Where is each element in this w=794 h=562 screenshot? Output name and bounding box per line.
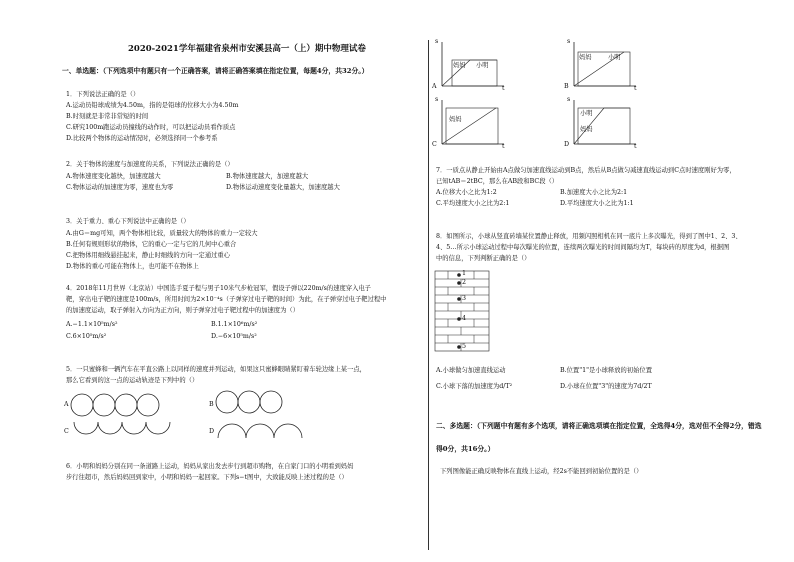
q6-graph-d-s-label: s: [567, 96, 571, 103]
q6-line-1: 6．小明和妈妈分别在同一条道路上运动，妈妈从家出发去步行到超市购物，在自家门口的小明看到妈妈: [66, 463, 354, 470]
page-title: 2020-2021学年福建省泉州市安溪县高一（上）期中物理试卷: [128, 44, 366, 54]
q6-graph-b-option: B: [564, 83, 569, 90]
q3-option-c: C.把物体用细线悬挂起来，静止时细线的方向一定通过重心: [66, 252, 231, 259]
q5-line-1: 5．一只蜜蜂和一辆汽车在平直公路上以同样的速度并列运动，如果这只蜜蜂眼睛紧盯着车轮边缘上某一点，: [66, 366, 366, 373]
q6-graph-c: [432, 96, 508, 152]
q5-trajectory-a: [70, 392, 165, 418]
q4-option-c: C.6×10⁵m/s²: [66, 333, 107, 340]
q2-option-a: A.物体速度变化越快，加速度越大: [66, 173, 161, 180]
q4-line-2: 靶，穿出电子靶的速度是100m/s，所用时间为2×10⁻⁴s（子弹穿过电子靶的时间）为此，在子弹穿过电子靶过程中: [66, 296, 387, 303]
q7-option-b: B.加速度大小之比为2:1: [560, 189, 628, 196]
q6-graph-d-kid-label: 小明: [580, 110, 593, 117]
q1-option-a: A.运动员铅球成绩为4.50m，指的是铅球的位移大小为4.50m: [66, 102, 239, 109]
q7-option-c: C.平均速度大小之比为2:1: [436, 200, 510, 207]
q6-graph-c-s-label: s: [435, 96, 439, 103]
q5-trajectory-d: [216, 420, 306, 440]
q6-graph-b: [564, 38, 640, 94]
q6-graph-a-kid-label: 小明: [476, 62, 489, 69]
q8-brick-wall-figure: [434, 270, 490, 354]
q6-line-2: 步行往超市，然后妈妈回到家中，小明和妈妈一起回家。下列s−t图中，大致能反映上述过程的是（）: [66, 474, 348, 481]
q2-option-d: D.物体运动速度变化量越大，加速度越大: [226, 184, 340, 191]
q7-line-2: 已知tAB＝2tBC，那么在AB段和BC段（）: [436, 178, 559, 185]
q6-graph-b-s-label: s: [567, 38, 571, 45]
q6-graph-a-s-label: s: [435, 38, 439, 45]
q6-graph-a-option: A: [432, 83, 437, 90]
section-multiple-choice-line-2: 得0分，共16分。）: [436, 445, 495, 453]
q1-option-b: B.时刻就是非常非常短的时间: [66, 113, 149, 120]
q3-option-a: A.由G＝mg可知，两个物体相比较，质量较大的物体的重力一定较大: [66, 230, 258, 237]
q6-graph-a: [432, 38, 508, 94]
q6-graph-b-kid-label: 小明: [608, 54, 621, 61]
q6-graph-c-option: C: [432, 141, 437, 148]
q3-stem: 3．关于重力、重心下列说法中正确的是（）: [66, 218, 190, 225]
q8-line-3: 中的信息，下列判断正确的是（）: [436, 255, 531, 262]
q5-option-b-label: B: [209, 401, 214, 408]
q5-option-a-label: A: [64, 401, 69, 408]
q8-mark-5: 5: [462, 343, 467, 350]
q2-option-c: C.物体运动的加速度为零，速度也为零: [66, 184, 174, 191]
q7-option-d: D.平均速度大小之比为1:1: [560, 200, 634, 207]
q3-option-d: D.物体的重心可能在物体上，也可能不在物体上: [66, 263, 199, 270]
q9-stem: 下列图像能正确反映物体在直线上运动，经2s不能回到初始位置的是（）: [440, 468, 643, 475]
q8-option-c: C.小球下落的加速度为d/T²: [436, 383, 513, 390]
q3-option-b: B.任何有规则形状的物体，它的重心一定与它的几何中心重合: [66, 241, 237, 248]
q5-line-2: 那么它看到的这一点的运动轨迹是下列中的（）: [66, 377, 199, 384]
q6-graph-b-t-label: t: [634, 85, 637, 92]
q4-option-b: B.1.1×10⁶m/s²: [211, 321, 258, 328]
q6-graph-d-t-label: t: [634, 143, 637, 150]
q8-mark-4: 4: [462, 315, 467, 322]
q8-option-d: D.小球在位置"3"的速度为7d/2T: [560, 383, 652, 390]
q8-mark-2: 2: [462, 279, 467, 286]
section-single-choice: 一、单选题：（下列选项中有题只有一个正确答案，请将正确答案填在指定位置，每题4分，共32分。）: [62, 67, 369, 75]
q6-graph-a-t-label: t: [502, 85, 505, 92]
q5-trajectory-b: [215, 390, 285, 414]
q2-option-b: B.物体速度越大，加速度越大: [226, 173, 309, 180]
q6-graph-d: [564, 96, 640, 152]
q8-line-1: 8．如图所示，小球从竖直砖墙某位置静止释放，用频闪照相机在同一底片上多次曝光，得到了图中1、2、3、: [436, 233, 742, 240]
q7-line-1: 7．一质点从静止开始由A点做匀加速直线运动到B点，然后从B点做匀减速直线运动到C点时速度刚好为零，: [436, 167, 736, 174]
column-divider: [428, 40, 429, 550]
q5-option-c-label: C: [64, 428, 69, 435]
q4-line-1: 4．2018年11月世界（北京站）中国选手夏子程与男子10米气步枪冠军，假设子弹以220m/s的速度穿入电子: [66, 285, 371, 292]
q8-option-b: B.位置"1"是小球释放的初始位置: [560, 367, 652, 374]
q6-graph-d-mom-label: 妈妈: [580, 126, 593, 133]
q6-graph-a-mom-label: 妈妈: [453, 62, 466, 69]
q4-option-d: D.−6×10⁵m/s²: [211, 333, 257, 340]
q2-stem: 2．关于物体的速度与加速度的关系，下列说法正确的是（）: [66, 161, 234, 168]
q8-mark-3: 3: [462, 295, 467, 302]
q5-trajectory-c: [72, 418, 177, 440]
q8-option-a: A.小球做匀加速直线运动: [436, 367, 506, 374]
q1-option-c: C.研究100m跑运动员撞线的动作时，可以把运动员看作质点: [66, 124, 236, 131]
q6-graph-b-mom-label: 妈妈: [579, 54, 592, 61]
q1-stem: 1．下列说法正确的是（）: [66, 91, 140, 98]
q6-graph-c-t-label: t: [502, 143, 505, 150]
q4-line-3: 的加速度运动，取子弹射入方向为正方向，则子弹穿过电子靶过程中的加速度为（）: [66, 307, 299, 314]
q8-mark-1: 1: [462, 270, 467, 277]
q6-graph-c-mom-label: 妈妈: [449, 116, 462, 123]
q1-option-d: D.比较两个物体的运动情况时，必须选择同一个参考系: [66, 135, 218, 142]
q8-line-2: 4、5…所示小球运动过程中每次曝光的位置，连续两次曝光的时间间隔均为T，每块砖的厚度为d，根据图: [436, 244, 730, 251]
q4-option-a: A.−1.1×10⁵m/s²: [66, 321, 118, 328]
q5-option-d-label: D: [209, 428, 215, 435]
section-multiple-choice-line-1: 二、多选题：（下列题中有题有多个选项，请将正确选项填在指定位置，全选得4分，选对但不全得2分，错选: [436, 422, 762, 430]
q6-graph-d-option: D: [564, 141, 570, 148]
q7-option-a: A.位移大小之比为1:2: [436, 189, 497, 196]
